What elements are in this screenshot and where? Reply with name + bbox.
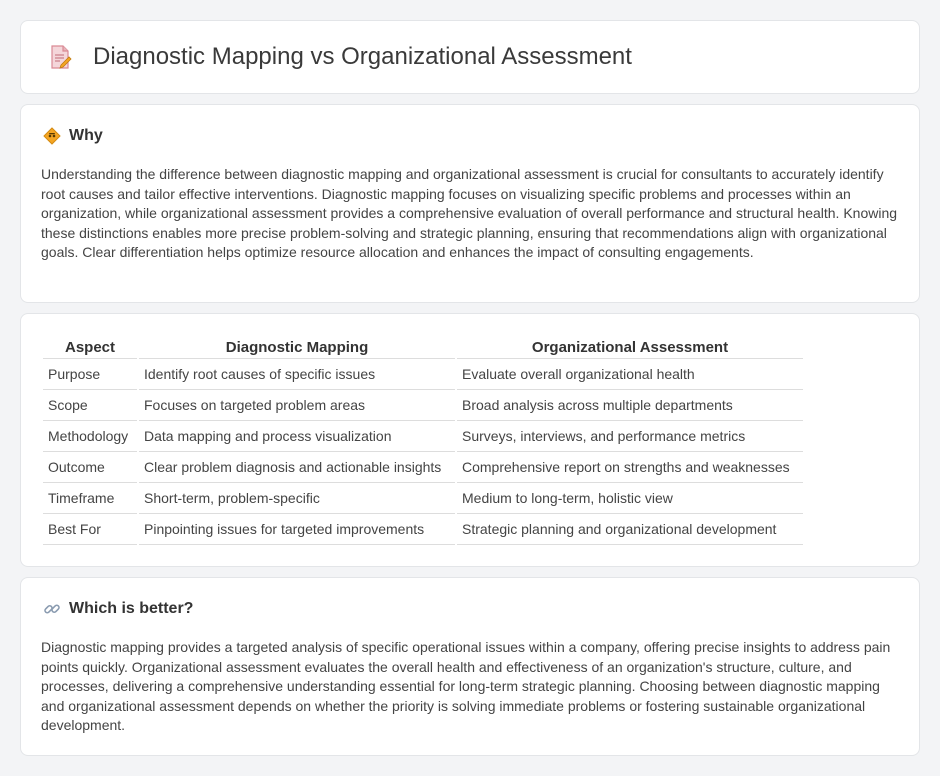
- cell-aspect: Methodology: [43, 421, 137, 452]
- table-header-row: [43, 336, 803, 359]
- title-card: [20, 20, 920, 94]
- cell-organizational: Surveys, interviews, and performance metrics: [457, 421, 803, 452]
- cell-aspect: Scope: [43, 390, 137, 421]
- cell-organizational: Strategic planning and organizational development: [457, 514, 803, 545]
- diamond-icon: [43, 127, 61, 145]
- why-text: Understanding the difference between diagnostic mapping and organizational assessment is crucial for consultants to accurately identify root causes and tailor effective interventions. Diagnostic mapping focuses on visualizing specific problems and processes within an organization, while organizational assessment provides a comprehensive evaluation of overall performance and structural health. Knowing these distinctions enables more precise problem-solving and strategic planning, ensuring that recommendations align with organizational goals. Clear differentiation helps optimize resource allocation and enhances the impact of consulting engagements.: [41, 166, 898, 260]
- table-row: [43, 359, 803, 390]
- why-section: [20, 104, 920, 303]
- cell-organizational: Evaluate overall organizational health: [457, 359, 803, 390]
- cell-organizational: Comprehensive report on strengths and weaknesses: [457, 452, 803, 483]
- link-icon: [43, 600, 61, 618]
- cell-diagnostic: Clear problem diagnosis and actionable insights: [139, 452, 455, 483]
- table-row: [43, 452, 803, 483]
- table-row: [43, 483, 803, 514]
- cell-aspect: Best For: [43, 514, 137, 545]
- why-heading: Why: [69, 127, 103, 144]
- cell-aspect: Timeframe: [43, 483, 137, 514]
- which-is-better-text: Diagnostic mapping provides a targeted analysis of specific operational issues within a company, offering precise insights to address pain points quickly. Organizational assessment evaluates the overall health and effectiveness of an organization's structure, culture, and processes, delivering a comprehensive understanding essential for long-term strategic planning. Choosing between diagnostic mapping and organizational assessment depends on whether the priority is solving immediate problems or fostering sustainable organizational development.: [41, 639, 891, 733]
- cell-diagnostic: Data mapping and process visualization: [139, 421, 455, 452]
- header-aspect: Aspect: [43, 336, 137, 359]
- header-diagnostic-mapping: Diagnostic Mapping: [139, 336, 455, 359]
- cell-organizational: Medium to long-term, holistic view: [457, 483, 803, 514]
- cell-organizational: Broad analysis across multiple departments: [457, 390, 803, 421]
- comparison-section: [20, 313, 920, 567]
- header-organizational-assessment: Organizational Assessment: [457, 336, 803, 359]
- table-row: [43, 421, 803, 452]
- cell-aspect: Outcome: [43, 452, 137, 483]
- document-icon: [47, 44, 73, 70]
- which-is-better-heading: Which is better?: [69, 600, 194, 617]
- cell-diagnostic: Identify root causes of specific issues: [139, 359, 455, 390]
- page-title: Diagnostic Mapping vs Organizational Assessment: [93, 43, 632, 70]
- cell-diagnostic: Focuses on targeted problem areas: [139, 390, 455, 421]
- which-is-better-section: [20, 577, 920, 756]
- cell-aspect: Purpose: [43, 359, 137, 390]
- cell-diagnostic: Short-term, problem-specific: [139, 483, 455, 514]
- comparison-table: [41, 336, 805, 545]
- cell-diagnostic: Pinpointing issues for targeted improvements: [139, 514, 455, 545]
- table-row: [43, 514, 803, 545]
- table-row: [43, 390, 803, 421]
